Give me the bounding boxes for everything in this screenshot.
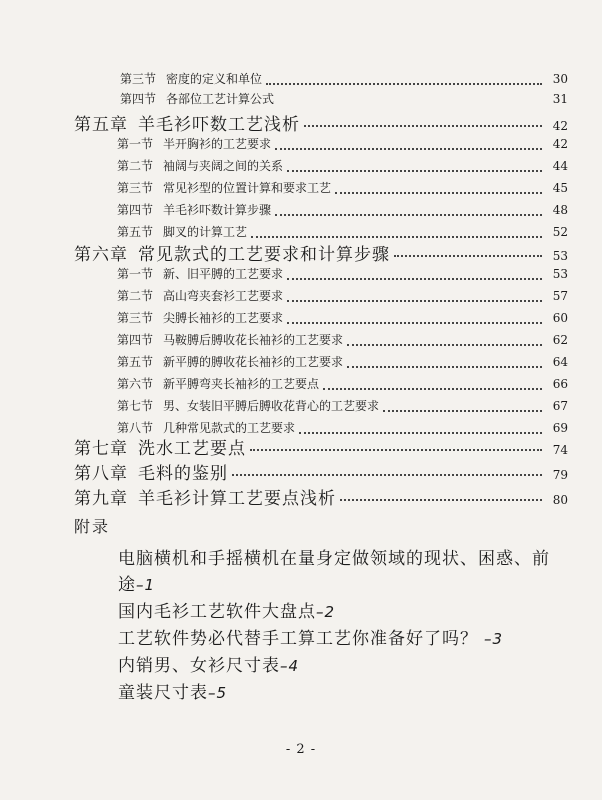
page-number: 45	[552, 181, 568, 195]
section-number: 第六节	[117, 377, 154, 391]
toc-chapter-entry[interactable]	[74, 434, 568, 460]
section-number: 第二节	[117, 289, 154, 303]
toc-entry[interactable]	[120, 70, 568, 92]
appendix-item-text: 途	[118, 575, 136, 595]
toc-chapter-entry[interactable]	[74, 459, 568, 485]
dot-leader	[287, 322, 542, 324]
chapter-title: 羊毛衫吓数工艺浅析	[138, 115, 300, 135]
page-number: 53	[552, 267, 568, 281]
toc-entry[interactable]	[117, 201, 568, 223]
section-title: 半开胸衫的工艺要求	[163, 137, 272, 151]
section-number: 第五节	[117, 225, 154, 239]
page-number: 69	[552, 421, 568, 435]
appendix-ref: –3	[484, 630, 504, 648]
toc-entry[interactable]	[120, 90, 568, 112]
toc-entry[interactable]	[117, 309, 568, 331]
section-number: 第二节	[117, 159, 154, 173]
section-number: 第三节	[117, 311, 154, 325]
toc-chapter-entry[interactable]	[74, 110, 568, 136]
toc-entry[interactable]	[117, 331, 568, 353]
page-number: 79	[552, 468, 568, 482]
appendix-heading: 附录	[74, 517, 111, 536]
section-title: 常见衫型的位置计算和要求工艺	[163, 181, 332, 195]
dot-leader	[394, 255, 542, 257]
dot-leader	[250, 449, 542, 451]
appendix-ref: –1	[136, 576, 156, 594]
appendix-item-text: 工艺软件势必代替手工算工艺你准备好了吗？	[118, 629, 478, 649]
section-title: 羊毛衫吓数计算步骤	[163, 203, 272, 217]
chapter-title: 毛料的鉴别	[138, 464, 228, 484]
chapter-number: 第八章	[74, 464, 128, 484]
toc-entry[interactable]	[117, 135, 568, 157]
appendix-item[interactable]	[118, 544, 550, 569]
page-number: 53	[552, 249, 568, 263]
page-number: 30	[552, 72, 568, 86]
section-number: 第七节	[117, 399, 154, 413]
page-number: 57	[552, 289, 568, 303]
chapter-number: 第七章	[74, 439, 128, 459]
section-number: 第三节	[117, 181, 154, 195]
dot-leader	[340, 499, 542, 501]
section-title: 袖阔与夹阔之间的关系	[163, 159, 284, 173]
section-number: 第四节	[120, 92, 157, 106]
toc-entry[interactable]	[117, 179, 568, 201]
appendix-item-text: 国内毛衫工艺软件大盘点	[118, 602, 316, 622]
dot-leader	[304, 125, 542, 127]
appendix-item-text: 童装尺寸表	[118, 683, 208, 703]
dot-leader	[275, 214, 542, 216]
chapter-number: 第九章	[74, 489, 128, 509]
appendix-ref: –4	[280, 657, 300, 675]
page-number: 67	[552, 399, 568, 413]
dot-leader	[251, 236, 542, 238]
appendix-item-text: 电脑横机和手摇横机在量身定做领域的现状、困惑、前	[118, 549, 550, 569]
section-number: 第四节	[117, 333, 154, 347]
toc-entry[interactable]	[117, 157, 568, 179]
page-number: 62	[552, 333, 568, 347]
section-title: 新平膊弯夹长袖衫的工艺要点	[163, 377, 320, 391]
page-number: 42	[552, 119, 568, 133]
toc-entry[interactable]	[117, 397, 568, 419]
dot-leader	[347, 366, 542, 368]
toc-chapter-entry[interactable]	[74, 240, 568, 266]
appendix-ref: –5	[208, 684, 228, 702]
dot-leader	[232, 474, 542, 476]
section-title: 尖膊长袖衫的工艺要求	[163, 311, 284, 325]
page-number: 64	[552, 355, 568, 369]
section-title: 几种常见款式的工艺要求	[163, 421, 296, 435]
toc-chapter-entry[interactable]	[74, 484, 568, 510]
section-number: 第一节	[117, 137, 154, 151]
dot-leader	[323, 388, 542, 390]
section-number: 第一节	[117, 267, 154, 281]
section-number: 第五节	[117, 355, 154, 369]
dot-leader	[335, 192, 542, 194]
section-title: 新、旧平膊的工艺要求	[163, 267, 284, 281]
page-number: 74	[552, 443, 568, 457]
chapter-title: 洗水工艺要点	[138, 439, 246, 459]
dot-leader	[287, 278, 542, 280]
dot-leader	[266, 83, 542, 85]
section-title: 脚叉的计算工艺	[163, 225, 248, 239]
toc-entry[interactable]	[117, 353, 568, 375]
dot-leader	[287, 300, 542, 302]
footer-page-number: - 2 -	[285, 742, 317, 757]
page-number: 80	[552, 493, 568, 507]
dot-leader	[347, 344, 542, 346]
appendix-item[interactable]	[118, 678, 227, 703]
section-title: 密度的定义和单位	[166, 72, 263, 86]
page-number: 44	[552, 159, 568, 173]
page-number: 42	[552, 137, 568, 151]
page-number: 52	[552, 225, 568, 239]
section-number: 第八节	[117, 421, 154, 435]
section-number: 第四节	[117, 203, 154, 217]
appendix-item-text: 内销男、女衫尺寸表	[118, 656, 280, 676]
section-title: 马鞍膊后膊收花长袖衫的工艺要求	[163, 333, 344, 347]
dot-leader	[287, 170, 542, 172]
toc-entry[interactable]	[117, 375, 568, 397]
section-title: 新平膊的膊收花长袖衫的工艺要求	[163, 355, 344, 369]
chapter-number: 第六章	[74, 245, 128, 265]
toc-entry[interactable]	[117, 265, 568, 287]
section-title: 高山弯夹套衫工艺要求	[163, 289, 284, 303]
page-number: 48	[552, 203, 568, 217]
page-number: 60	[552, 311, 568, 325]
section-number: 第三节	[120, 72, 157, 86]
page-number: 31	[552, 92, 568, 106]
appendix-item-continuation[interactable]	[118, 570, 155, 595]
appendix-item[interactable]	[118, 597, 335, 622]
page-number: 66	[552, 377, 568, 391]
chapter-number: 第五章	[74, 115, 128, 135]
appendix-ref: –2	[316, 603, 336, 621]
toc-entry[interactable]	[117, 287, 568, 309]
section-title: 男、女装旧平膊后膊收花背心的工艺要求	[163, 399, 380, 413]
chapter-title: 常见款式的工艺要求和计算步骤	[138, 245, 390, 265]
dot-leader	[275, 148, 542, 150]
appendix-item[interactable]	[118, 624, 503, 649]
section-title: 各部位工艺计算公式	[166, 92, 275, 106]
appendix-item[interactable]	[118, 651, 299, 676]
dot-leader	[383, 410, 542, 412]
chapter-title: 羊毛衫计算工艺要点浅析	[138, 489, 336, 509]
